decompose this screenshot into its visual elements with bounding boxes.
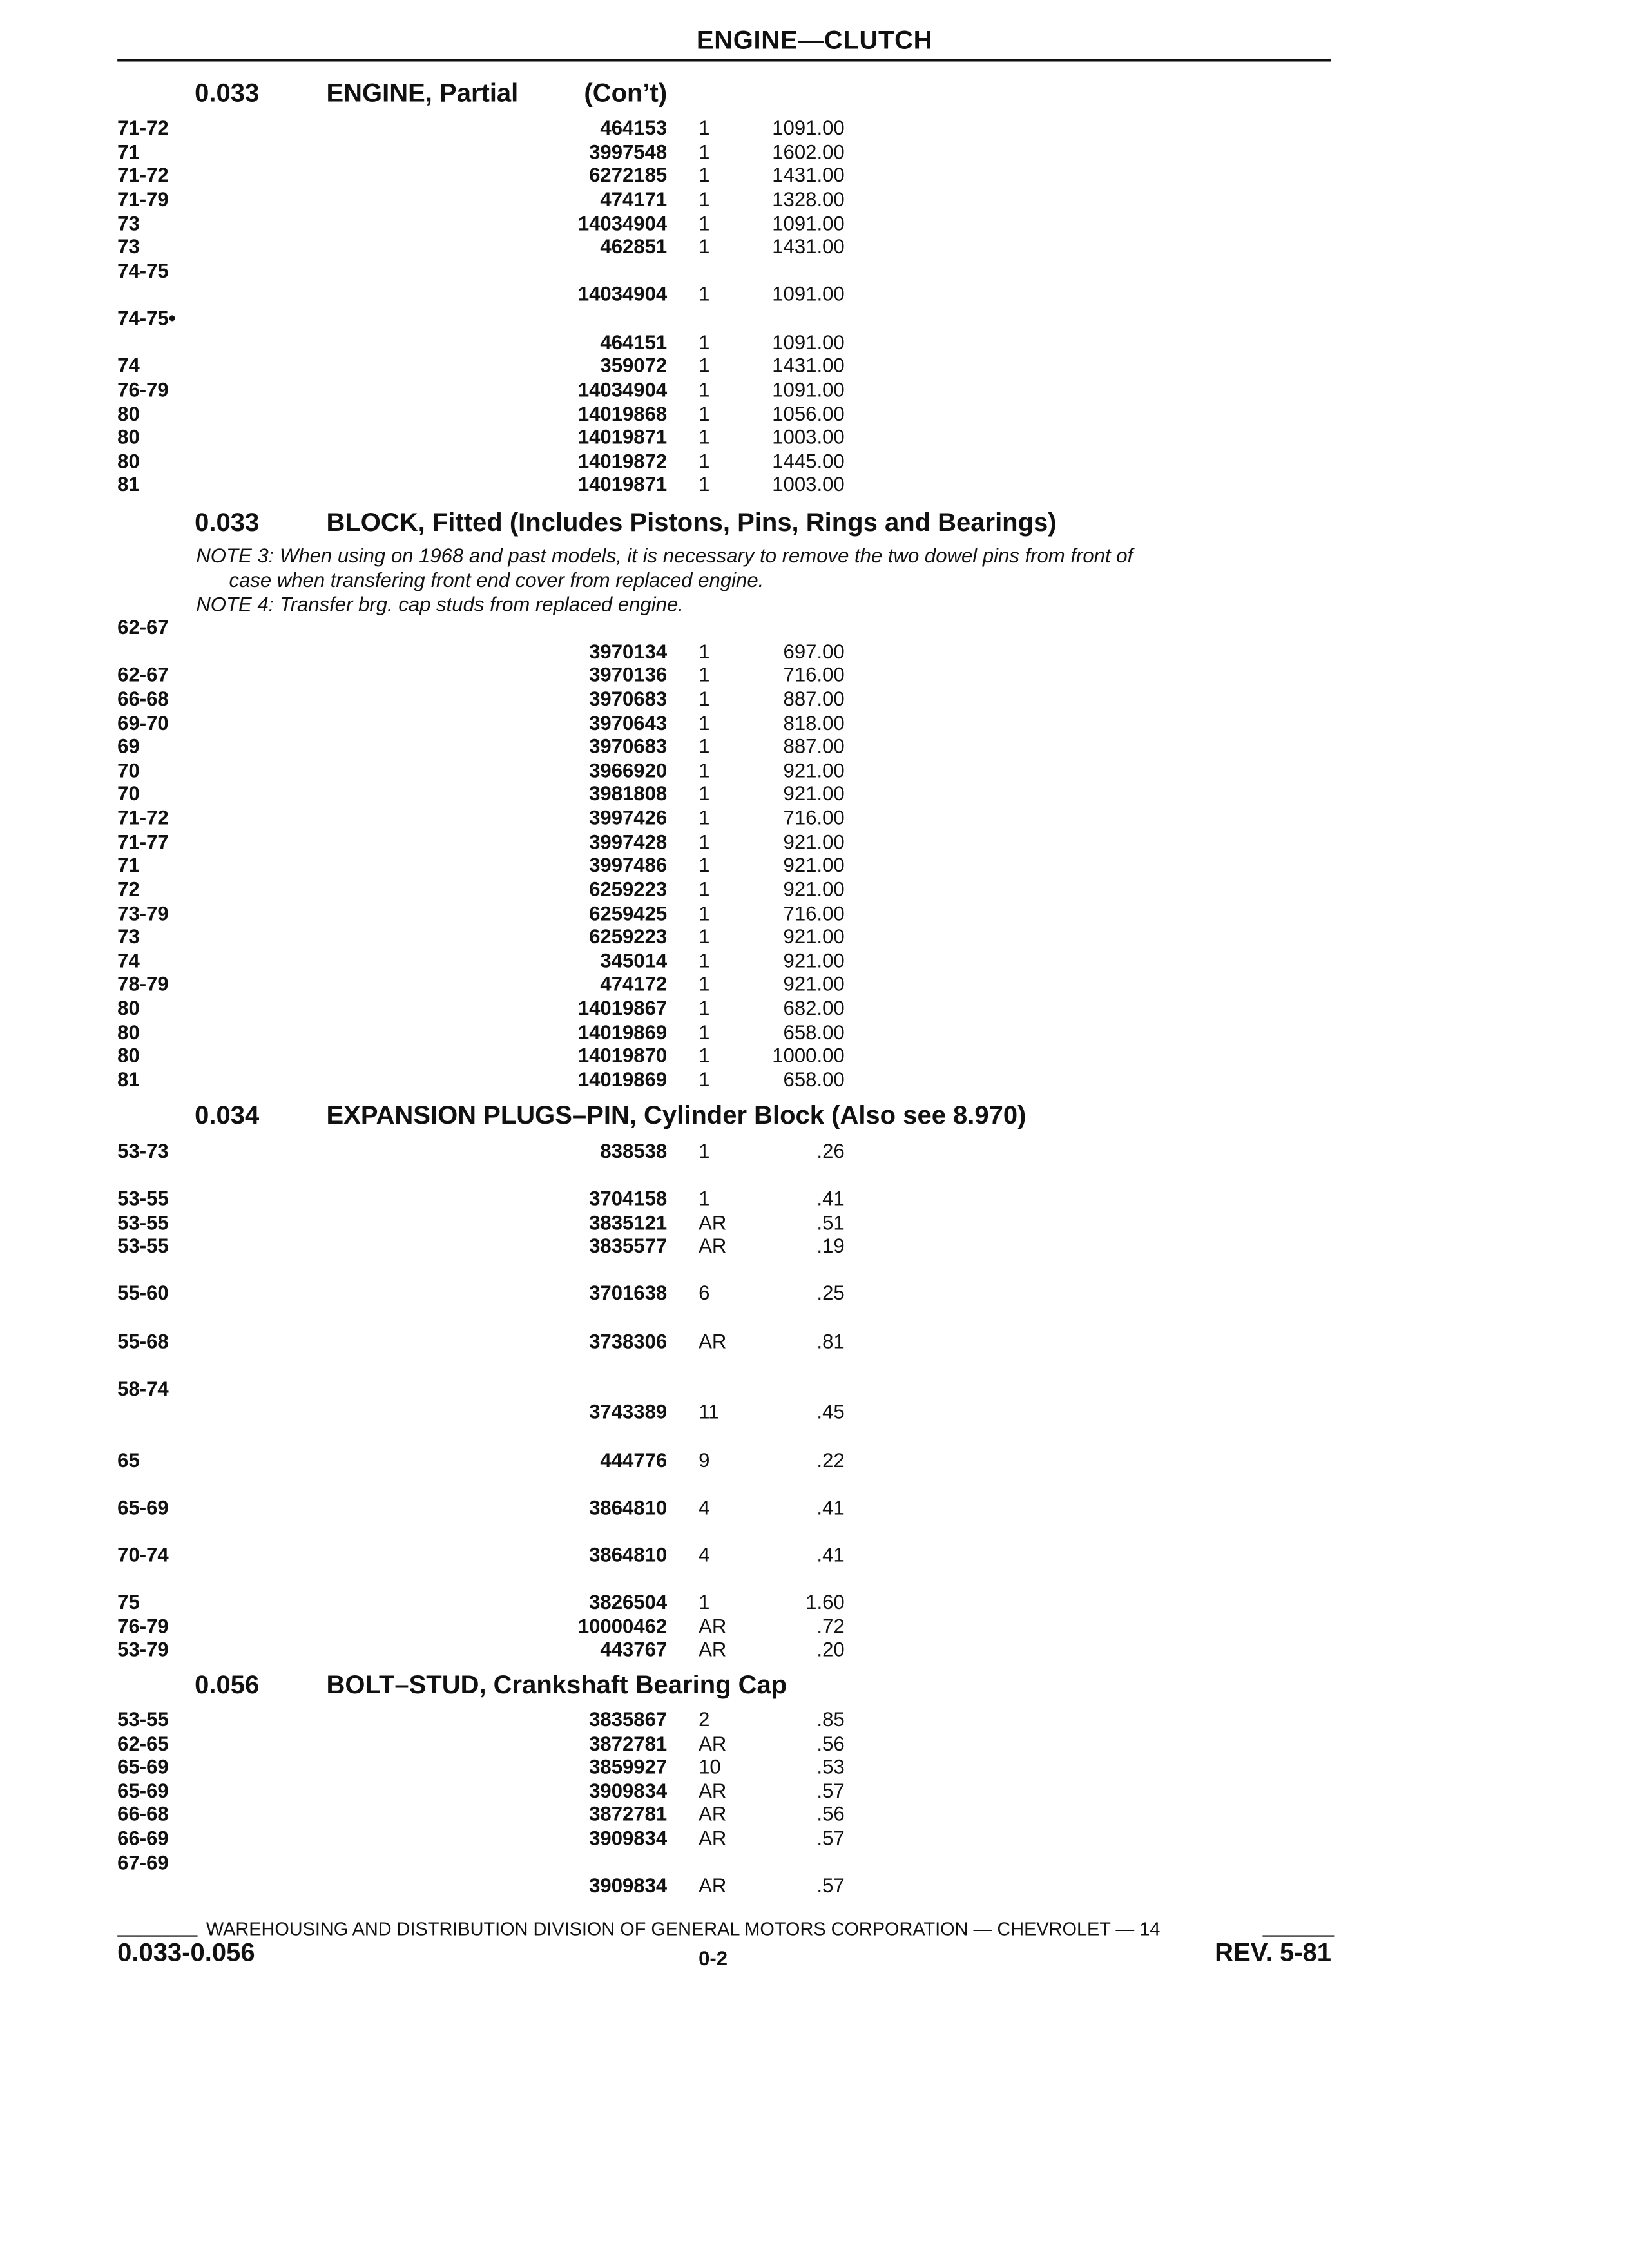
- model-years: 66-68: [117, 687, 169, 710]
- part-row: [117, 1472, 1334, 1496]
- part-row: [117, 306, 1334, 331]
- quantity: 1: [699, 115, 710, 139]
- model-years: 80: [117, 449, 140, 473]
- quantity: 1: [699, 331, 710, 354]
- part-number: 474172: [600, 972, 668, 995]
- section-note: case when transfering front end cover from replaced engine.: [229, 568, 764, 591]
- part-row: [117, 687, 1334, 711]
- price: 921.00: [783, 758, 845, 782]
- part-number: 3970136: [589, 662, 668, 686]
- quantity: 10: [699, 1754, 721, 1778]
- model-years: 71-72: [117, 163, 169, 186]
- part-row: [117, 830, 1334, 854]
- price: 1431.00: [772, 235, 845, 258]
- part-row: [117, 1068, 1334, 1092]
- footer-revision: REV. 5-81: [1215, 1937, 1331, 1967]
- price: 697.00: [783, 640, 845, 663]
- price: 1445.00: [772, 449, 845, 473]
- part-row: [117, 1400, 1334, 1425]
- part-row: [117, 925, 1334, 949]
- part-row: [117, 1615, 1334, 1639]
- model-years: 62-67: [117, 662, 169, 686]
- model-years: 53-55: [117, 1211, 169, 1234]
- part-row: [117, 1234, 1334, 1258]
- model-years: 71-79: [117, 187, 169, 211]
- price: 921.00: [783, 853, 845, 876]
- quantity: AR: [699, 1233, 727, 1257]
- quantity: 1: [699, 687, 710, 710]
- part-number: 3872781: [589, 1732, 668, 1755]
- part-row: [117, 425, 1334, 450]
- part-number: 6259223: [589, 925, 668, 948]
- quantity: 1: [699, 781, 710, 805]
- model-years: 81: [117, 472, 140, 495]
- section-note: NOTE 4: Transfer brg. cap studs from replaced engine.: [196, 592, 684, 616]
- part-number: 3704158: [589, 1186, 668, 1210]
- model-years: 73-79: [117, 901, 169, 925]
- price: .57: [816, 1779, 845, 1802]
- model-years: 70: [117, 781, 140, 805]
- part-number: 14019869: [577, 1020, 668, 1044]
- quantity: 1: [699, 1020, 710, 1044]
- quantity: 1: [699, 901, 710, 925]
- part-row: [117, 615, 1334, 640]
- model-years: 76-79: [117, 1614, 169, 1638]
- part-number: 3835577: [589, 1233, 668, 1257]
- part-number: 14034904: [577, 378, 668, 401]
- model-years: 71-72: [117, 805, 169, 829]
- part-row: [117, 1637, 1334, 1662]
- part-row: [117, 1305, 1334, 1330]
- part-row: [117, 1779, 1334, 1803]
- part-row: [117, 972, 1334, 996]
- model-years: 55-68: [117, 1329, 169, 1353]
- quantity: 2: [699, 1707, 710, 1731]
- part-row: [117, 1827, 1334, 1851]
- model-years: 69-70: [117, 711, 169, 735]
- model-years: 55-60: [117, 1281, 169, 1304]
- quantity: 11: [699, 1399, 720, 1423]
- quantity: 4: [699, 1542, 710, 1566]
- price: .41: [816, 1542, 845, 1566]
- price: 1431.00: [772, 353, 845, 377]
- part-number: 10000462: [577, 1614, 668, 1638]
- part-row: [117, 163, 1334, 187]
- model-years: 65: [117, 1448, 140, 1472]
- part-number: 3997428: [589, 830, 668, 854]
- quantity: 1: [699, 472, 710, 495]
- part-row: [117, 1874, 1334, 1898]
- part-number: 443767: [600, 1637, 668, 1660]
- part-row: [117, 450, 1334, 474]
- section-number: 0.034: [195, 1100, 260, 1129]
- part-number: 3743389: [589, 1399, 668, 1423]
- price: 1091.00: [772, 115, 845, 139]
- model-years: 72: [117, 877, 140, 901]
- header-rule: [117, 59, 1331, 61]
- price: 818.00: [783, 711, 845, 735]
- part-row: [117, 1732, 1334, 1756]
- part-row: [117, 1281, 1334, 1305]
- part-row: [117, 1543, 1334, 1568]
- price: 1328.00: [772, 187, 845, 211]
- model-years: 80: [117, 1043, 140, 1067]
- price: .85: [816, 1707, 845, 1731]
- part-row: [117, 1802, 1334, 1827]
- model-years: 53-55: [117, 1707, 169, 1731]
- part-row: [117, 1352, 1334, 1377]
- part-row: [117, 116, 1334, 140]
- quantity: 1: [699, 853, 710, 876]
- price: .51: [816, 1211, 845, 1234]
- quantity: 1: [699, 1139, 710, 1162]
- part-number: 3981808: [589, 781, 668, 805]
- section-title: EXPANSION PLUGS–PIN, Cylinder Block (Also see 8.970): [326, 1100, 1027, 1129]
- model-years: 80: [117, 425, 140, 448]
- quantity: AR: [699, 1779, 727, 1802]
- price: .41: [816, 1186, 845, 1210]
- part-row: [117, 1424, 1334, 1448]
- model-years: 73: [117, 925, 140, 948]
- part-row: [117, 1211, 1334, 1235]
- price: 1091.00: [772, 211, 845, 235]
- price: 921.00: [783, 781, 845, 805]
- model-years: 65-69: [117, 1495, 169, 1519]
- price: .57: [816, 1873, 845, 1897]
- quantity: AR: [699, 1873, 727, 1897]
- section-title: BLOCK, Fitted (Includes Pistons, Pins, Rings and Bearings): [326, 508, 1057, 537]
- part-row: [117, 853, 1334, 878]
- part-number: 3966920: [589, 758, 668, 782]
- part-row: [117, 640, 1334, 664]
- price: 1602.00: [772, 140, 845, 164]
- part-number: 14019872: [577, 449, 668, 473]
- part-row: [117, 758, 1334, 783]
- part-number: 14034904: [577, 282, 668, 305]
- part-number: 14019871: [577, 472, 668, 495]
- quantity: 1: [699, 711, 710, 735]
- model-years: 71-72: [117, 115, 169, 139]
- part-number: 3826504: [589, 1590, 668, 1613]
- part-row: [117, 902, 1334, 927]
- quantity: 1: [699, 449, 710, 473]
- part-number: 3970683: [589, 734, 668, 758]
- section-number: 0.033: [195, 79, 260, 108]
- quantity: 1: [699, 425, 710, 448]
- footer-underline-left: [117, 1935, 197, 1936]
- model-years: 74-75: [117, 259, 169, 282]
- part-number: 3909834: [589, 1826, 668, 1850]
- quantity: 1: [699, 1068, 710, 1091]
- part-number: 3738306: [589, 1329, 668, 1353]
- price: 1091.00: [772, 331, 845, 354]
- price: .25: [816, 1281, 845, 1304]
- quantity: 1: [699, 758, 710, 782]
- part-number: 3970643: [589, 711, 668, 735]
- price: 658.00: [783, 1068, 845, 1091]
- quantity: 1: [699, 140, 710, 164]
- price: .56: [816, 1732, 845, 1755]
- part-number: 464151: [600, 331, 668, 354]
- price: 921.00: [783, 948, 845, 972]
- part-row: [117, 1187, 1334, 1211]
- part-number: 345014: [600, 948, 668, 972]
- price: 716.00: [783, 662, 845, 686]
- price: 1.60: [805, 1590, 845, 1613]
- part-number: 14019871: [577, 425, 668, 448]
- part-row: [117, 878, 1334, 902]
- price: 716.00: [783, 901, 845, 925]
- part-row: [117, 1330, 1334, 1354]
- quantity: AR: [699, 1802, 727, 1825]
- part-row: [117, 282, 1334, 307]
- model-years: 58-74: [117, 1377, 169, 1400]
- quantity: 9: [699, 1448, 710, 1472]
- price: 1003.00: [772, 472, 845, 495]
- part-number: 3835867: [589, 1707, 668, 1731]
- model-years: 70: [117, 758, 140, 782]
- price: .19: [816, 1233, 845, 1257]
- part-row: [117, 711, 1334, 736]
- part-number: 474171: [600, 187, 668, 211]
- quantity: 1: [699, 805, 710, 829]
- part-number: 3909834: [589, 1779, 668, 1802]
- section-title: ENGINE, Partial: [326, 79, 519, 108]
- price: 921.00: [783, 877, 845, 901]
- section-number: 0.056: [195, 1670, 260, 1699]
- part-row: [117, 1590, 1334, 1615]
- price: .22: [816, 1448, 845, 1472]
- quantity: 1: [699, 925, 710, 948]
- model-years: 73: [117, 235, 140, 258]
- part-number: 3997486: [589, 853, 668, 876]
- price: 1056.00: [772, 402, 845, 425]
- model-years: 70-74: [117, 1542, 169, 1566]
- part-row: [117, 1258, 1334, 1283]
- part-row: [117, 187, 1334, 212]
- quantity: 1: [699, 282, 710, 305]
- quantity: 1: [699, 163, 710, 186]
- part-number: 14034904: [577, 211, 668, 235]
- part-number: 3864810: [589, 1542, 668, 1566]
- quantity: 1: [699, 640, 710, 663]
- price: 887.00: [783, 687, 845, 710]
- model-years: 53-55: [117, 1186, 169, 1210]
- part-number: 14019869: [577, 1068, 668, 1091]
- price: 716.00: [783, 805, 845, 829]
- section-note: NOTE 3: When using on 1968 and past models, it is necessary to remove the two dowel pins from front of: [196, 544, 1133, 567]
- model-years: 81: [117, 1068, 140, 1091]
- price: .26: [816, 1139, 845, 1162]
- part-row: [117, 140, 1334, 165]
- part-row: [117, 378, 1334, 402]
- part-row: [117, 1448, 1334, 1473]
- model-years: 71: [117, 853, 140, 876]
- model-years: 80: [117, 1020, 140, 1044]
- quantity: 1: [699, 1590, 710, 1613]
- quantity: 1: [699, 662, 710, 686]
- section-continued: (Con’t): [584, 79, 668, 108]
- part-row: [117, 1495, 1334, 1520]
- quantity: AR: [699, 1614, 727, 1638]
- part-row: [117, 331, 1334, 355]
- part-row: [117, 1707, 1334, 1732]
- part-row: [117, 1021, 1334, 1045]
- model-years: 75: [117, 1590, 140, 1613]
- price: .53: [816, 1754, 845, 1778]
- quantity: 1: [699, 972, 710, 995]
- part-row: [117, 235, 1334, 259]
- price: .81: [816, 1329, 845, 1353]
- quantity: 1: [699, 996, 710, 1019]
- price: 1091.00: [772, 378, 845, 401]
- model-years: 67-69: [117, 1850, 169, 1874]
- page-header-title: ENGINE—CLUTCH: [696, 25, 933, 55]
- price: 921.00: [783, 925, 845, 948]
- price: .56: [816, 1802, 845, 1825]
- model-years: 62-67: [117, 615, 169, 639]
- price: 1431.00: [772, 163, 845, 186]
- part-number: 444776: [600, 1448, 668, 1472]
- model-years: 62-65: [117, 1732, 169, 1755]
- part-number: 464153: [600, 115, 668, 139]
- footer-division-text: WAREHOUSING AND DISTRIBUTION DIVISION OF GENERAL MOTORS CORPORATION — CHEVROLET — 14: [206, 1917, 1161, 1940]
- quantity: AR: [699, 1826, 727, 1850]
- part-number: 3872781: [589, 1802, 668, 1825]
- model-years: 80: [117, 996, 140, 1019]
- part-row: [117, 1139, 1334, 1164]
- part-row: [117, 354, 1334, 378]
- price: 658.00: [783, 1020, 845, 1044]
- part-number: 14019867: [577, 996, 668, 1019]
- part-row: [117, 1519, 1334, 1543]
- model-years: 74-75•: [117, 306, 176, 329]
- quantity: 1: [699, 1043, 710, 1067]
- model-years: 74: [117, 353, 140, 377]
- model-years: 53-73: [117, 1139, 169, 1162]
- price: .41: [816, 1495, 845, 1519]
- part-row: [117, 735, 1334, 759]
- price: .57: [816, 1826, 845, 1850]
- price: 1003.00: [772, 425, 845, 448]
- footer-section-range: 0.033-0.056: [117, 1937, 255, 1967]
- model-years: 74: [117, 948, 140, 972]
- model-years: 65-69: [117, 1779, 169, 1802]
- price: .72: [816, 1614, 845, 1638]
- part-number: 462851: [600, 235, 668, 258]
- price: .20: [816, 1637, 845, 1660]
- quantity: 1: [699, 1186, 710, 1210]
- model-years: 66-69: [117, 1826, 169, 1850]
- part-row: [117, 1162, 1334, 1187]
- part-number: 3835121: [589, 1211, 668, 1234]
- quantity: 1: [699, 211, 710, 235]
- part-row: [117, 212, 1334, 236]
- price: 921.00: [783, 972, 845, 995]
- price: .45: [816, 1399, 845, 1423]
- quantity: 4: [699, 1495, 710, 1519]
- part-number: 3859927: [589, 1754, 668, 1778]
- part-row: [117, 1377, 1334, 1401]
- quantity: 6: [699, 1281, 710, 1304]
- part-row: [117, 949, 1334, 974]
- model-years: 53-55: [117, 1233, 169, 1257]
- quantity: 1: [699, 877, 710, 901]
- part-number: 3970134: [589, 640, 668, 663]
- price: 682.00: [783, 996, 845, 1019]
- footer-page-number: 0-2: [699, 1946, 728, 1970]
- part-row: [117, 1043, 1334, 1068]
- part-row: [117, 402, 1334, 427]
- model-years: 71: [117, 140, 140, 164]
- part-number: 3864810: [589, 1495, 668, 1519]
- quantity: AR: [699, 1211, 727, 1234]
- price: 887.00: [783, 734, 845, 758]
- part-number: 14019868: [577, 402, 668, 425]
- part-number: 838538: [600, 1139, 668, 1162]
- quantity: 1: [699, 734, 710, 758]
- part-row: [117, 472, 1334, 497]
- quantity: 1: [699, 353, 710, 377]
- model-years: 80: [117, 402, 140, 425]
- quantity: AR: [699, 1329, 727, 1353]
- quantity: 1: [699, 235, 710, 258]
- part-number: 3997548: [589, 140, 668, 164]
- part-row: [117, 1755, 1334, 1780]
- part-number: 6259223: [589, 877, 668, 901]
- quantity: 1: [699, 402, 710, 425]
- model-years: 65-69: [117, 1754, 169, 1778]
- quantity: 1: [699, 187, 710, 211]
- footer-division-line: [117, 1918, 1334, 1941]
- model-years: 71-77: [117, 830, 169, 854]
- part-number: 3701638: [589, 1281, 668, 1304]
- part-row: [117, 1850, 1334, 1875]
- part-row: [117, 996, 1334, 1021]
- part-row: [117, 806, 1334, 831]
- part-number: 3909834: [589, 1873, 668, 1897]
- model-years: 76-79: [117, 378, 169, 401]
- price: 1091.00: [772, 282, 845, 305]
- price: 921.00: [783, 830, 845, 854]
- part-row: [117, 782, 1334, 806]
- quantity: AR: [699, 1637, 727, 1660]
- price: 1000.00: [772, 1043, 845, 1067]
- part-number: 359072: [600, 353, 668, 377]
- part-number: 14019870: [577, 1043, 668, 1067]
- part-number: 3997426: [589, 805, 668, 829]
- model-years: 66-68: [117, 1802, 169, 1825]
- part-number: 6259425: [589, 901, 668, 925]
- quantity: 1: [699, 378, 710, 401]
- quantity: 1: [699, 948, 710, 972]
- quantity: AR: [699, 1732, 727, 1755]
- part-number: 6272185: [589, 163, 668, 186]
- quantity: 1: [699, 830, 710, 854]
- part-row: [117, 1568, 1334, 1592]
- model-years: 53-79: [117, 1637, 169, 1660]
- model-years: 73: [117, 211, 140, 235]
- part-row: [117, 663, 1334, 687]
- section-number: 0.033: [195, 508, 260, 537]
- part-row: [117, 259, 1334, 284]
- model-years: 78-79: [117, 972, 169, 995]
- section-title: BOLT–STUD, Crankshaft Bearing Cap: [326, 1670, 787, 1699]
- footer-underline-right: [1262, 1935, 1334, 1936]
- model-years: 69: [117, 734, 140, 758]
- part-number: 3970683: [589, 687, 668, 710]
